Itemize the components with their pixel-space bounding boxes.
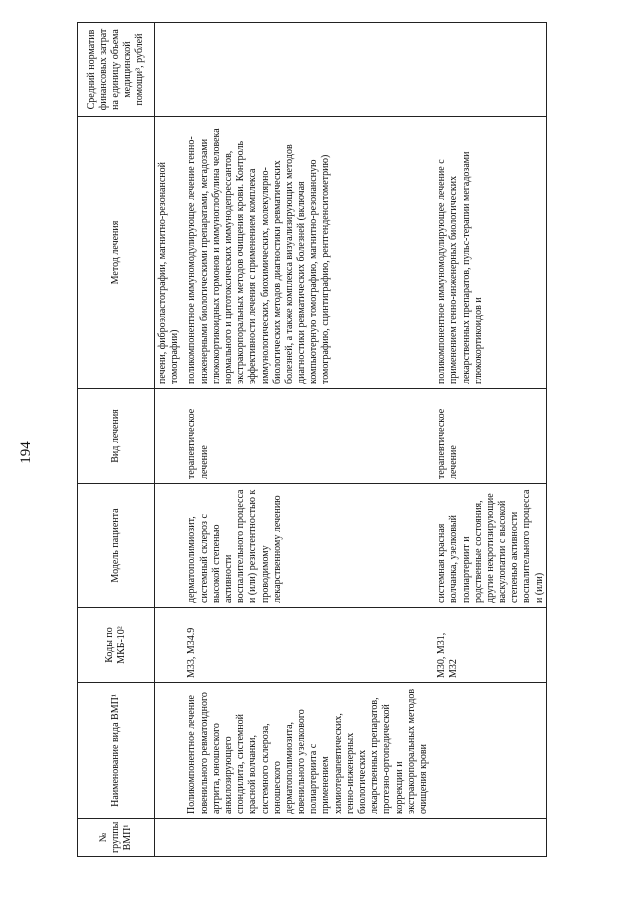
header-name: Наименование вида ВМП¹ bbox=[78, 683, 155, 819]
treatment-table bbox=[77, 22, 547, 857]
cell-treatment-type: терапевтическое лечение bbox=[433, 389, 546, 484]
cell-empty bbox=[155, 484, 184, 608]
cell-empty bbox=[155, 608, 184, 683]
cell-empty bbox=[155, 389, 184, 484]
header-patient-model: Модель пациента bbox=[78, 484, 155, 608]
header-codes: Коды по МКБ-10² bbox=[78, 608, 155, 683]
cell-patient-model: дерматополимиозит, системный склероз с высокой степенью активности воспалительного процесса и (или) резистентностью к проводимому лекарственному лечению bbox=[183, 484, 433, 608]
table-row bbox=[183, 23, 433, 857]
cell-name: Поликомпонентное лечение ювенильного ревматоидного артрита, юношеского анкилозирующего спондилита, системной красной волчанки, системного склероза, юношеского дерматополимиозита, ювенильного узелкового полиартериита с применением химиотерапевтических, генно-инженерных биологических лекарственных препаратов, протезно-ортопедической коррекции и экстракорпоральных методов очищения крови bbox=[183, 683, 433, 819]
cell-empty bbox=[155, 23, 184, 117]
cell-group bbox=[433, 819, 546, 857]
table-row bbox=[155, 23, 184, 857]
cell-name bbox=[433, 683, 546, 819]
cell-method-continuation: печени, фиброэластографии, магнитно-резонансной томографии) bbox=[155, 117, 184, 389]
cell-cost bbox=[183, 23, 433, 117]
header-cost: Средний норматив финансовых затрат на единицу объема медицинской помощи³, рублей bbox=[78, 23, 155, 117]
page-number: 194 bbox=[18, 441, 34, 464]
cell-method: поликомпонентное иммуномодулирующее лечение с применением генно-инженерных биологических лекарственных препаратов, пульс-терапии мегадозами глюкокортикоидов и bbox=[433, 117, 546, 389]
cell-group bbox=[183, 819, 433, 857]
cell-patient-model: системная красная волчанка, узелковый полиартериит и родственные состояния, другие некротизирующие васкулопатии с высокой степенью активности воспалительного процесса и (или) bbox=[433, 484, 546, 608]
table-header-row bbox=[78, 23, 155, 857]
cell-method: поликомпонентное иммуномодулирующее лечение генно-инженерными биологическими препаратами, мегадозами глюкокортикоидных гормонов и иммуноглобулина человека нормального и цитотоксических иммунодепрессантов, экстракорпоральных методов очищения крови. Контроль эффективности лечения с применением комплекса иммунологических, биохимических, молекулярно-биологических методов диагностики ревматических болезней, а также комплекса визуализирующих методов диагностики ревматических болезней (включая компьютерную томографию, магнитно-резонансную томографию, сцинтиграфию, рентгенденситометрию) bbox=[183, 117, 433, 389]
cell-empty bbox=[155, 683, 184, 819]
cell-empty bbox=[155, 819, 184, 857]
cell-cost bbox=[433, 23, 546, 117]
table-row bbox=[433, 23, 546, 857]
cell-treatment-type: терапевтическое лечение bbox=[183, 389, 433, 484]
header-treatment-type: Вид лечения bbox=[78, 389, 155, 484]
header-group: № группы ВМП¹ bbox=[78, 819, 155, 857]
cell-codes: M30, M31, M32 bbox=[433, 608, 546, 683]
header-method: Метод лечения bbox=[78, 117, 155, 389]
cell-codes: M33, M34.9 bbox=[183, 608, 433, 683]
